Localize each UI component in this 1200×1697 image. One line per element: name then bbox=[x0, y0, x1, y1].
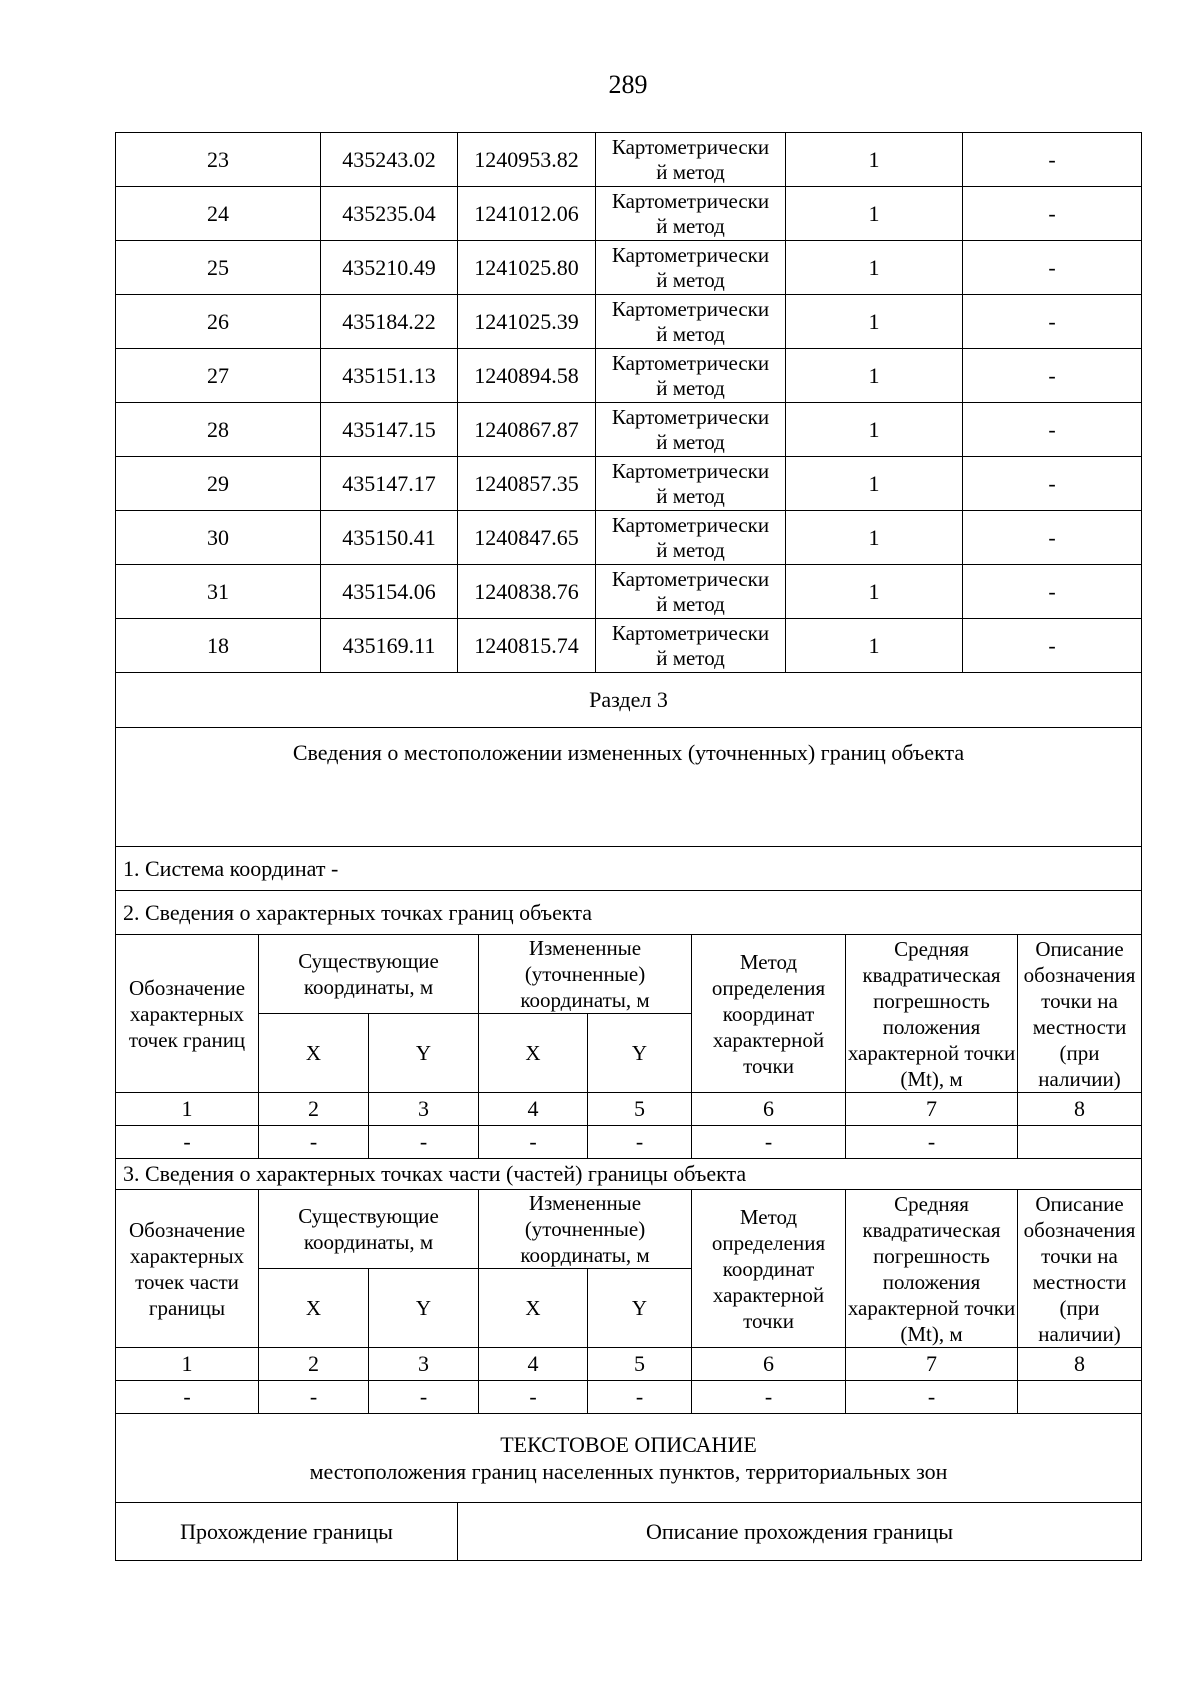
method-line-1: Картометрически bbox=[611, 512, 770, 537]
table-row bbox=[116, 619, 1142, 673]
point-number: 25 bbox=[116, 241, 321, 295]
method-line-1: Картометрически bbox=[611, 566, 770, 591]
header-changed-coords: Измененные (уточненные) координаты, м bbox=[479, 1190, 692, 1269]
method-value bbox=[596, 187, 786, 241]
method-value bbox=[596, 511, 786, 565]
method-value bbox=[596, 349, 786, 403]
header-method: Метод определения координат характерной точки bbox=[692, 1190, 846, 1348]
header-x: X bbox=[259, 1269, 369, 1348]
y-coordinate: 1241012.06 bbox=[458, 187, 596, 241]
method-value bbox=[596, 133, 786, 187]
table-row bbox=[116, 241, 1142, 295]
method-value bbox=[596, 241, 786, 295]
header-part-point-designation: Обозначение характерных точек части границы bbox=[116, 1190, 259, 1348]
header-description: Описание обозначения точки на местности (при наличии) bbox=[1018, 1190, 1142, 1348]
table-row bbox=[116, 565, 1142, 619]
point-number: 26 bbox=[116, 295, 321, 349]
accuracy-value: 1 bbox=[786, 133, 963, 187]
accuracy-value: 1 bbox=[786, 511, 963, 565]
accuracy-value: 1 bbox=[786, 403, 963, 457]
accuracy-value: 1 bbox=[786, 619, 963, 673]
header-y: Y bbox=[369, 1269, 479, 1348]
point-number: 27 bbox=[116, 349, 321, 403]
header-description: Описание обозначения точки на местности (при наличии) bbox=[1018, 935, 1142, 1093]
y-coordinate: 1241025.39 bbox=[458, 295, 596, 349]
header-x: X bbox=[479, 1269, 588, 1348]
method-line-2: й метод bbox=[656, 483, 725, 508]
x-coordinate: 435147.17 bbox=[321, 457, 458, 511]
description-value: - bbox=[963, 457, 1142, 511]
subsection-2-title: 2. Сведения о характерных точках границ объекта bbox=[116, 891, 1142, 935]
y-coordinate: 1241025.80 bbox=[458, 241, 596, 295]
boundary-passage-header: Прохождение границы bbox=[116, 1503, 458, 1561]
header-accuracy: Средняя квадратическая погрешность положения характерной точки (Mt), м bbox=[846, 935, 1018, 1093]
header-existing-coords: Существующие координаты, м bbox=[259, 1190, 479, 1269]
table-row bbox=[116, 403, 1142, 457]
accuracy-value: 1 bbox=[786, 349, 963, 403]
text-description-table bbox=[115, 1413, 1142, 1561]
empty-data-row: - - - - - - - bbox=[116, 1381, 1142, 1414]
table-row bbox=[116, 187, 1142, 241]
method-line-2: й метод bbox=[656, 591, 725, 616]
header-y: Y bbox=[588, 1269, 692, 1348]
accuracy-value: 1 bbox=[786, 295, 963, 349]
table-row bbox=[116, 349, 1142, 403]
text-description-title bbox=[116, 1414, 1142, 1503]
point-number: 28 bbox=[116, 403, 321, 457]
method-line-1: Картометрически bbox=[611, 188, 770, 213]
method-line-1: Картометрически bbox=[611, 620, 770, 645]
description-value: - bbox=[963, 241, 1142, 295]
method-line-2: й метод bbox=[656, 645, 725, 670]
boundary-points-table bbox=[115, 934, 1142, 1414]
accuracy-value: 1 bbox=[786, 565, 963, 619]
section-subtitle: Сведения о местоположении измененных (уточненных) границ объекта bbox=[116, 728, 1142, 847]
method-line-1: Картометрически bbox=[611, 134, 770, 159]
header-point-designation: Обозначение характерных точек границ bbox=[116, 935, 259, 1093]
section-title: Раздел 3 bbox=[116, 673, 1142, 728]
header-method: Метод определения координат характерной точки bbox=[692, 935, 846, 1093]
x-coordinate: 435150.41 bbox=[321, 511, 458, 565]
header-y: Y bbox=[588, 1014, 692, 1093]
point-number: 30 bbox=[116, 511, 321, 565]
method-line-2: й метод bbox=[656, 159, 725, 184]
description-value: - bbox=[963, 187, 1142, 241]
description-value: - bbox=[963, 565, 1142, 619]
method-line-2: й метод bbox=[656, 429, 725, 454]
method-line-2: й метод bbox=[656, 267, 725, 292]
method-value bbox=[596, 619, 786, 673]
x-coordinate: 435243.02 bbox=[321, 133, 458, 187]
y-coordinate: 1240857.35 bbox=[458, 457, 596, 511]
method-line-1: Картометрически bbox=[611, 296, 770, 321]
accuracy-value: 1 bbox=[786, 187, 963, 241]
header-changed-coords: Измененные (уточненные) координаты, м bbox=[479, 935, 692, 1014]
method-line-2: й метод bbox=[656, 375, 725, 400]
description-value: - bbox=[963, 511, 1142, 565]
description-value: - bbox=[963, 349, 1142, 403]
header-accuracy: Средняя квадратическая погрешность положения характерной точки (Mt), м bbox=[846, 1190, 1018, 1348]
text-description-heading: ТЕКСТОВОЕ ОПИСАНИЕ bbox=[500, 1432, 757, 1457]
description-value: - bbox=[963, 403, 1142, 457]
table-row bbox=[116, 457, 1142, 511]
point-number: 29 bbox=[116, 457, 321, 511]
table-row bbox=[116, 295, 1142, 349]
text-description-subheading: местоположения границ населенных пунктов, территориальных зон bbox=[309, 1459, 948, 1484]
x-coordinate: 435169.11 bbox=[321, 619, 458, 673]
y-coordinate: 1240838.76 bbox=[458, 565, 596, 619]
method-line-1: Картометрически bbox=[611, 404, 770, 429]
page-number: 289 bbox=[608, 70, 648, 99]
method-value bbox=[596, 295, 786, 349]
method-line-2: й метод bbox=[656, 537, 725, 562]
y-coordinate: 1240867.87 bbox=[458, 403, 596, 457]
x-coordinate: 435151.13 bbox=[321, 349, 458, 403]
x-coordinate: 435147.15 bbox=[321, 403, 458, 457]
accuracy-value: 1 bbox=[786, 241, 963, 295]
y-coordinate: 1240815.74 bbox=[458, 619, 596, 673]
header-existing-coords: Существующие координаты, м bbox=[259, 935, 479, 1014]
empty-data-row: - - - - - - - bbox=[116, 1126, 1142, 1159]
table-row bbox=[116, 511, 1142, 565]
method-line-2: й метод bbox=[656, 321, 725, 346]
method-value bbox=[596, 565, 786, 619]
method-line-1: Картометрически bbox=[611, 350, 770, 375]
header-x: X bbox=[259, 1014, 369, 1093]
coordinate-system: 1. Система координат - bbox=[116, 847, 1142, 891]
subsection-3-title: 3. Сведения о характерных точках части (частей) границы объекта bbox=[116, 1159, 1142, 1190]
column-number-row: 1 2 3 4 5 6 7 8 bbox=[116, 1348, 1142, 1381]
column-number-row: 1 2 3 4 5 6 7 8 bbox=[116, 1093, 1142, 1126]
x-coordinate: 435184.22 bbox=[321, 295, 458, 349]
method-value bbox=[596, 457, 786, 511]
description-value: - bbox=[963, 619, 1142, 673]
point-number: 23 bbox=[116, 133, 321, 187]
point-number: 24 bbox=[116, 187, 321, 241]
description-value: - bbox=[963, 295, 1142, 349]
x-coordinate: 435154.06 bbox=[321, 565, 458, 619]
description-value: - bbox=[963, 133, 1142, 187]
x-coordinate: 435235.04 bbox=[321, 187, 458, 241]
header-x: X bbox=[479, 1014, 588, 1093]
y-coordinate: 1240894.58 bbox=[458, 349, 596, 403]
method-line-1: Картометрически bbox=[611, 242, 770, 267]
accuracy-value: 1 bbox=[786, 457, 963, 511]
header-y: Y bbox=[369, 1014, 479, 1093]
point-number: 31 bbox=[116, 565, 321, 619]
cadastral-tables bbox=[115, 132, 1141, 1561]
method-value bbox=[596, 403, 786, 457]
method-line-2: й метод bbox=[656, 213, 725, 238]
x-coordinate: 435210.49 bbox=[321, 241, 458, 295]
boundary-passage-description-header: Описание прохождения границы bbox=[458, 1503, 1142, 1561]
y-coordinate: 1240953.82 bbox=[458, 133, 596, 187]
table-row bbox=[116, 133, 1142, 187]
y-coordinate: 1240847.65 bbox=[458, 511, 596, 565]
coordinates-table bbox=[115, 132, 1142, 935]
point-number: 18 bbox=[116, 619, 321, 673]
method-line-1: Картометрически bbox=[611, 458, 770, 483]
